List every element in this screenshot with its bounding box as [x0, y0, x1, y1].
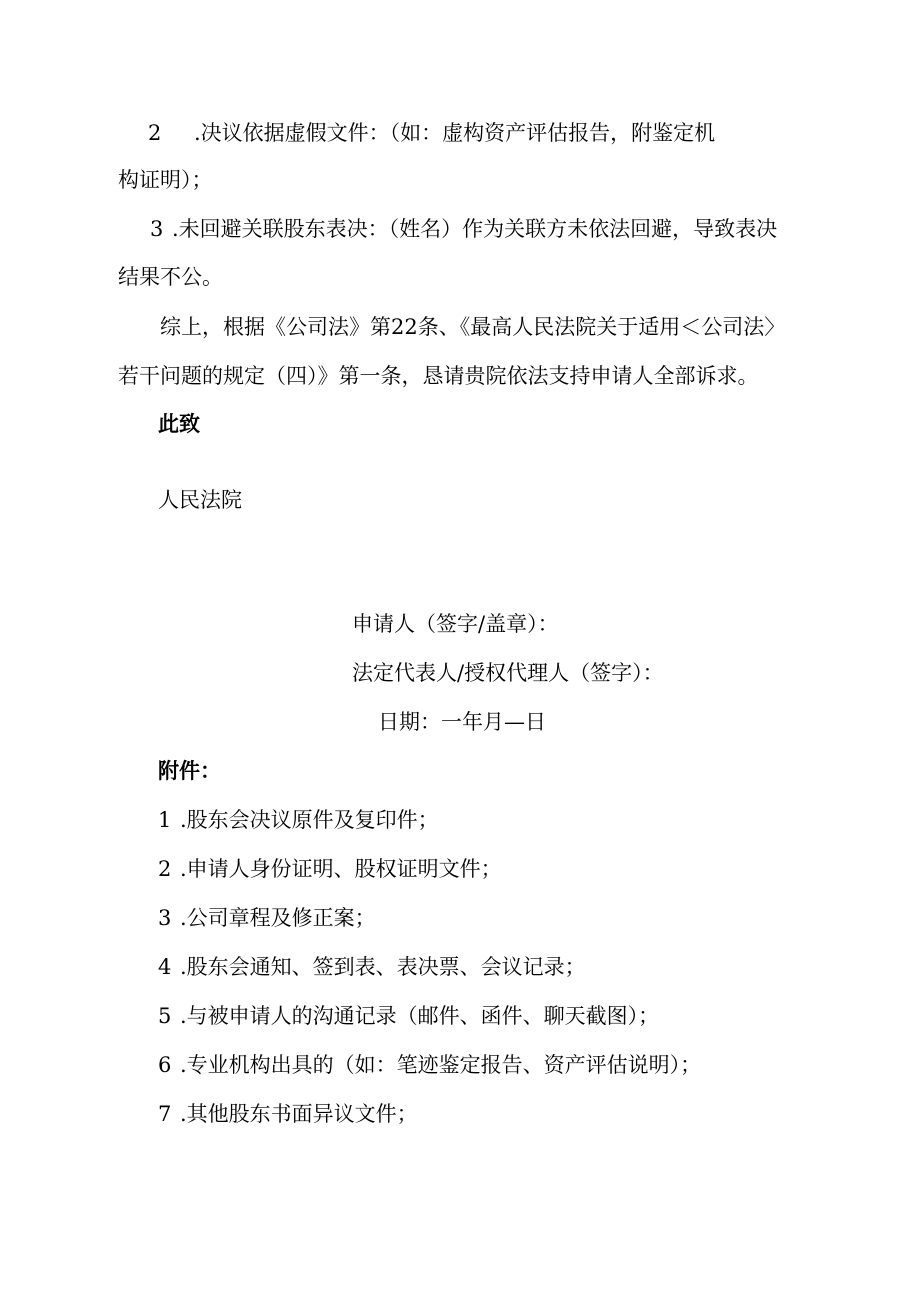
- attachment-number: 4: [158, 955, 172, 979]
- attachment-text: .股东会决议原件及复印件；: [180, 808, 439, 832]
- item-3-text: .未回避关联股东表决：（姓名）作为关联方未依法回避，导致表决: [172, 217, 778, 241]
- item-3-line-2: 结果不公。: [118, 265, 223, 289]
- attachment-item: [158, 1100, 418, 1128]
- attachment-item: [158, 806, 439, 834]
- summary-line-2: 若干问题的规定（四）》第一条，恳请贵院依法支持申请人全部诉求。: [118, 364, 759, 388]
- signature-date: 日期：一年月—日: [378, 710, 546, 734]
- salutation: 此致: [158, 411, 200, 436]
- attachment-text: .公司章程及修正案；: [180, 906, 376, 930]
- attachment-number: 3: [158, 906, 172, 930]
- attachment-item: [158, 1051, 701, 1079]
- item-2-text: .决议依据虚假文件：（如：虚构资产评估报告，附鉴定机: [194, 121, 716, 145]
- attachment-text: .其他股东书面异议文件；: [180, 1102, 418, 1126]
- attachments-title: 附件：: [158, 758, 221, 783]
- attachment-item: [158, 953, 586, 981]
- attachment-text: .与被申请人的沟通记录（邮件、函件、聊天截图）；: [180, 1004, 660, 1028]
- attachment-text: .股东会通知、签到表、表决票、会议记录；: [180, 955, 586, 979]
- attachment-number: 7: [158, 1102, 172, 1126]
- summary-line-1: 综上，根据《公司法》第22条、《最高人民法院关于适用＜公司法〉: [160, 315, 786, 339]
- item-2-line-2: 构证明）；: [118, 168, 213, 192]
- representative-signature: 法定代表人/授权代理人（签字）：: [352, 661, 664, 685]
- attachment-number: 2: [158, 857, 172, 881]
- item-2-number: 2: [148, 121, 162, 145]
- attachment-text: .申请人身份证明、股权证明文件；: [180, 857, 502, 881]
- attachment-number: 6: [158, 1053, 172, 1077]
- attachment-number: 5: [158, 1004, 172, 1028]
- attachment-item: [158, 1002, 659, 1030]
- attachment-item: [158, 904, 376, 932]
- item-3-line-1: [150, 215, 777, 243]
- court-name: 人民法院: [158, 488, 242, 512]
- attachment-text: .专业机构出具的（如：笔迹鉴定报告、资产评估说明）；: [180, 1053, 702, 1077]
- attachment-item: [158, 855, 502, 883]
- applicant-signature: 申请人（签字/盖章）：: [352, 612, 559, 636]
- attachment-number: 1: [158, 808, 172, 832]
- item-2-line-1: [148, 119, 715, 147]
- item-3-number: 3: [150, 217, 164, 241]
